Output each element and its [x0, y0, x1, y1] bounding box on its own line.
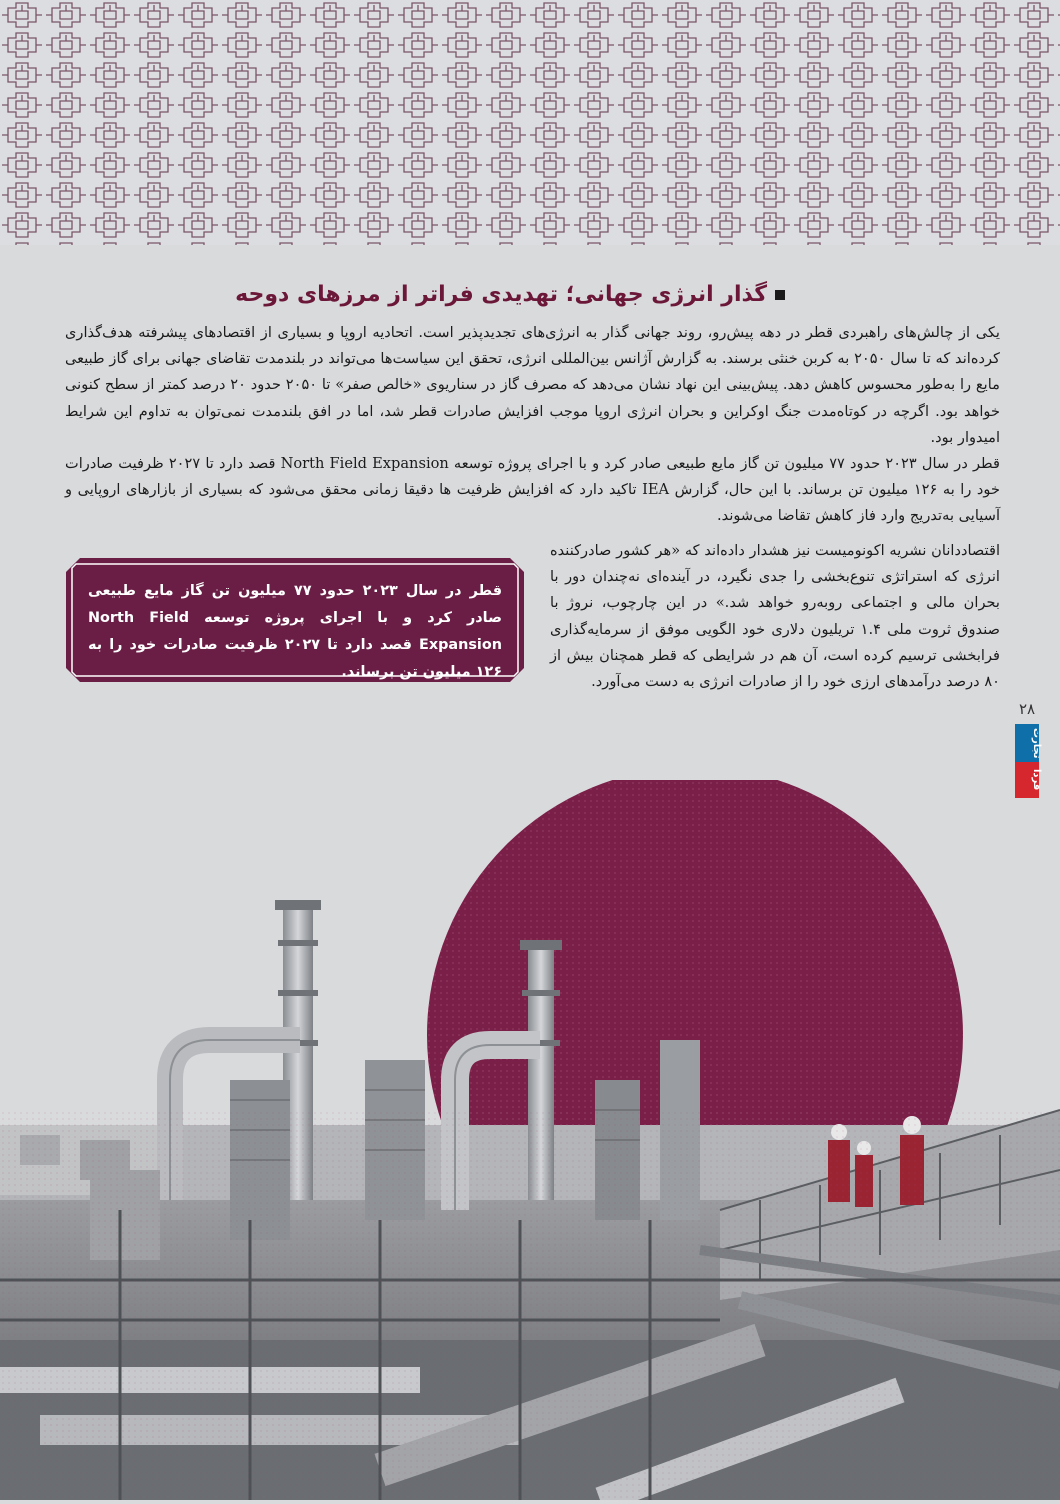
- logo-text-part1: تجارت: [1031, 727, 1042, 759]
- paragraph-2: قطر در سال ۲۰۲۳ حدود ۷۷ میلیون تن گاز مایع طبیعی صادر کرد و با اجرای پروژه توسعه North Field Expansion قصد دارد تا ۲۰۲۷ ظرفیت صادرات خود را به ۱۲۶ میلیون تن برساند. با این حال، گزارش IEA تاکید دارد که افزایش ظرفیت ها دقیقا زمانی محقق می‌شود که بسیاری از بازارهای اروپایی و آسیایی به‌تدریج وارد فاز کاهش تقاضا می‌شوند.: [65, 455, 1000, 525]
- decorative-pattern-header: [0, 0, 1060, 245]
- article-title-text: گذار انرژی جهانی؛ تهدیدی فراتر از مرزهای دوحه: [235, 282, 767, 307]
- page-number: ۲۸: [1018, 700, 1036, 718]
- pull-quote-text: قطر در سال ۲۰۲۳ حدود ۷۷ میلیون تن گاز مایع طبیعی صادر کرد و با اجرای پروژه توسعه North Field Expansion قصد دارد تا ۲۰۲۷ ظرفیت صادرات خود را به ۱۲۶ میلیون تن برساند.: [88, 583, 502, 680]
- article-side-column: [550, 538, 1000, 695]
- paragraph-1: یکی از چالش‌های راهبردی قطر در دهه پیش‌رو، روند جهانی گذار به انرژی‌های تجدیدپذیر است. اتحادیه اروپا و بسیاری از اقتصادهای پیشرفته هدف‌گذاری کرده‌اند که تا سال ۲۰۵۰ به کربن خنثی برسند. به گزارش آژانس بین‌المللی انرژی، تحقق این سیاست‌ها می‌تواند در بلندمدت تقاضای جهانی برای گاز طبیعی مایع را به‌طور محسوس کاهش دهد. پیش‌بینی این نهاد نشان می‌دهد که مصرف گاز در سناریوی «خالص صفر» تا ۲۰۵۰ حدود ۲۰ درصد کمتر از سطح کنونی خواهد بود. اگرچه در کوتاه‌مدت جنگ اوکراین و بحران انرژی اروپا موجب افزایش صادرات قطر شد، اما در افق بلندمدت نمی‌توان به تداوم این شرایط امیدوار بود.: [65, 324, 1000, 446]
- gas-plant-illustration: [0, 780, 1060, 1500]
- pull-quote-box: [66, 558, 524, 682]
- title-bullet-square: [775, 290, 785, 300]
- article-title: [100, 280, 785, 310]
- paragraph-3: اقتصاددانان نشریه اکونومیست نیز هشدار داده‌اند که «هر کشور صادرکننده انرژی که استراتژی تنوع‌بخشی را جدی نگیرد، در آینده‌ای نه‌چندان دور با بحران مالی و اجتماعی روبه‌رو خواهد شد.» در این چارچوب، نروژ با صندوق ثروت ملی ۱.۴ تریلیون دلاری خود الگویی موفق از سرمایه‌گذاری فرابخشی ترسیم کرده است، آن هم در شرایطی که قطر همچنان بیش از ۸۰ درصد درآمدهای ارزی خود را از صادرات انرژی به دست می‌آورد.: [550, 542, 1000, 691]
- article-body: [65, 320, 1000, 530]
- geometric-pattern-graphic: [0, 0, 1060, 245]
- logo-text-part2: فردا: [1031, 769, 1042, 791]
- gas-plant-photo: [0, 780, 1060, 1500]
